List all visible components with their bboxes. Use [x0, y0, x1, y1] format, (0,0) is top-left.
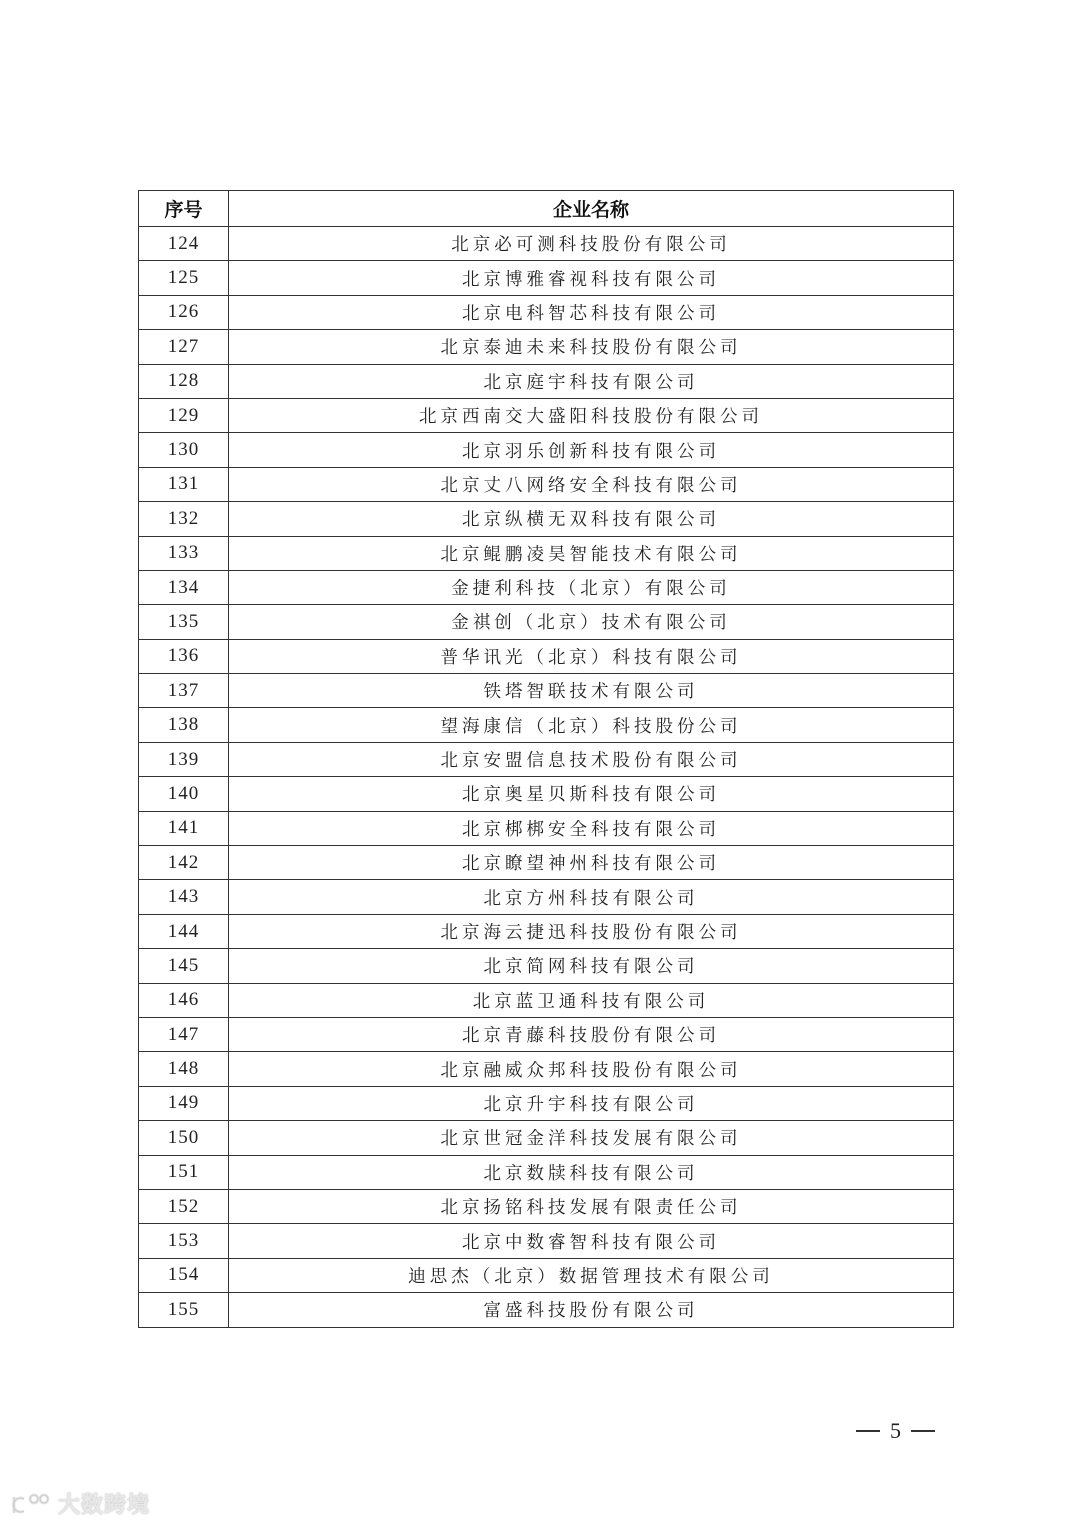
row-number: 132 — [139, 502, 229, 536]
row-number: 129 — [139, 398, 229, 432]
table-row — [139, 502, 954, 536]
company-name: 金捷利科技（北京）有限公司 — [229, 570, 954, 604]
row-number: 152 — [139, 1189, 229, 1223]
company-name: 北京瞭望神州科技有限公司 — [229, 846, 954, 880]
company-name: 望海康信（北京）科技股份公司 — [229, 708, 954, 742]
company-name: 普华讯光（北京）科技有限公司 — [229, 639, 954, 673]
table-row — [139, 433, 954, 467]
company-name: 北京庭宇科技有限公司 — [229, 364, 954, 398]
1000-logo-icon — [10, 1491, 50, 1517]
table-row — [139, 261, 954, 295]
row-number: 128 — [139, 364, 229, 398]
table-row — [139, 674, 954, 708]
table-row — [139, 1155, 954, 1189]
row-number: 153 — [139, 1224, 229, 1258]
company-name: 北京博雅睿视科技有限公司 — [229, 261, 954, 295]
row-number: 146 — [139, 983, 229, 1017]
table-row — [139, 295, 954, 329]
row-number: 135 — [139, 605, 229, 639]
dash-left — [856, 1430, 880, 1432]
company-list-table — [138, 190, 954, 1328]
table-row — [139, 983, 954, 1017]
row-number: 148 — [139, 1052, 229, 1086]
row-number: 134 — [139, 570, 229, 604]
row-number: 124 — [139, 227, 229, 261]
table-row — [139, 536, 954, 570]
row-number: 145 — [139, 949, 229, 983]
table-row — [139, 1224, 954, 1258]
row-number: 125 — [139, 261, 229, 295]
table-row — [139, 398, 954, 432]
row-number: 154 — [139, 1258, 229, 1292]
row-number: 140 — [139, 777, 229, 811]
row-number: 131 — [139, 467, 229, 501]
company-name: 北京奥星贝斯科技有限公司 — [229, 777, 954, 811]
table-row — [139, 1293, 954, 1327]
company-name: 北京升宇科技有限公司 — [229, 1086, 954, 1120]
company-name: 北京梆梆安全科技有限公司 — [229, 811, 954, 845]
table-row — [139, 639, 954, 673]
row-number: 133 — [139, 536, 229, 570]
company-name: 北京电科智芯科技有限公司 — [229, 295, 954, 329]
row-number: 151 — [139, 1155, 229, 1189]
table-row — [139, 1189, 954, 1223]
company-name: 金祺创（北京）技术有限公司 — [229, 605, 954, 639]
table-row — [139, 227, 954, 261]
company-name: 铁塔智联技术有限公司 — [229, 674, 954, 708]
table-row — [139, 777, 954, 811]
row-number: 137 — [139, 674, 229, 708]
header-number: 序号 — [139, 191, 229, 227]
table-row — [139, 364, 954, 398]
row-number: 144 — [139, 914, 229, 948]
company-name: 北京丈八网络安全科技有限公司 — [229, 467, 954, 501]
company-name: 北京扬铭科技发展有限责任公司 — [229, 1189, 954, 1223]
page-number — [856, 1418, 935, 1444]
table-row — [139, 605, 954, 639]
company-name: 北京泰迪未来科技股份有限公司 — [229, 330, 954, 364]
row-number: 147 — [139, 1017, 229, 1051]
company-name: 北京方州科技有限公司 — [229, 880, 954, 914]
table-row — [139, 467, 954, 501]
table-header-row — [139, 191, 954, 227]
table-row — [139, 846, 954, 880]
company-name: 北京中数睿智科技有限公司 — [229, 1224, 954, 1258]
company-name: 北京简网科技有限公司 — [229, 949, 954, 983]
company-name: 北京海云捷迅科技股份有限公司 — [229, 914, 954, 948]
row-number: 130 — [139, 433, 229, 467]
dash-right — [911, 1430, 935, 1432]
company-name: 北京鲲鹏凌昊智能技术有限公司 — [229, 536, 954, 570]
table-row — [139, 1086, 954, 1120]
row-number: 149 — [139, 1086, 229, 1120]
table-row — [139, 880, 954, 914]
table-row — [139, 1017, 954, 1051]
row-number: 155 — [139, 1293, 229, 1327]
company-name: 北京青藤科技股份有限公司 — [229, 1017, 954, 1051]
row-number: 126 — [139, 295, 229, 329]
company-name: 富盛科技股份有限公司 — [229, 1293, 954, 1327]
row-number: 139 — [139, 742, 229, 776]
company-name: 北京羽乐创新科技有限公司 — [229, 433, 954, 467]
table-row — [139, 1258, 954, 1292]
row-number: 142 — [139, 846, 229, 880]
company-name: 迪思杰（北京）数据管理技术有限公司 — [229, 1258, 954, 1292]
header-company-name: 企业名称 — [229, 191, 954, 227]
company-name: 北京纵横无双科技有限公司 — [229, 502, 954, 536]
company-name: 北京数牍科技有限公司 — [229, 1155, 954, 1189]
table-row — [139, 742, 954, 776]
row-number: 141 — [139, 811, 229, 845]
row-number: 143 — [139, 880, 229, 914]
table-row — [139, 570, 954, 604]
row-number: 138 — [139, 708, 229, 742]
table-row — [139, 1052, 954, 1086]
company-name: 北京西南交大盛阳科技股份有限公司 — [229, 398, 954, 432]
page-number-value: 5 — [890, 1418, 901, 1443]
row-number: 150 — [139, 1121, 229, 1155]
table-row — [139, 330, 954, 364]
table-row — [139, 949, 954, 983]
table-row — [139, 1121, 954, 1155]
company-name: 北京融威众邦科技股份有限公司 — [229, 1052, 954, 1086]
table-row — [139, 811, 954, 845]
company-name: 北京世冠金洋科技发展有限公司 — [229, 1121, 954, 1155]
table-row — [139, 914, 954, 948]
company-name: 北京必可测科技股份有限公司 — [229, 227, 954, 261]
row-number: 136 — [139, 639, 229, 673]
watermark — [10, 1488, 150, 1519]
company-name: 北京安盟信息技术股份有限公司 — [229, 742, 954, 776]
watermark-text: 大数跨境 — [58, 1493, 151, 1518]
row-number: 127 — [139, 330, 229, 364]
table-row — [139, 708, 954, 742]
company-name: 北京蓝卫通科技有限公司 — [229, 983, 954, 1017]
